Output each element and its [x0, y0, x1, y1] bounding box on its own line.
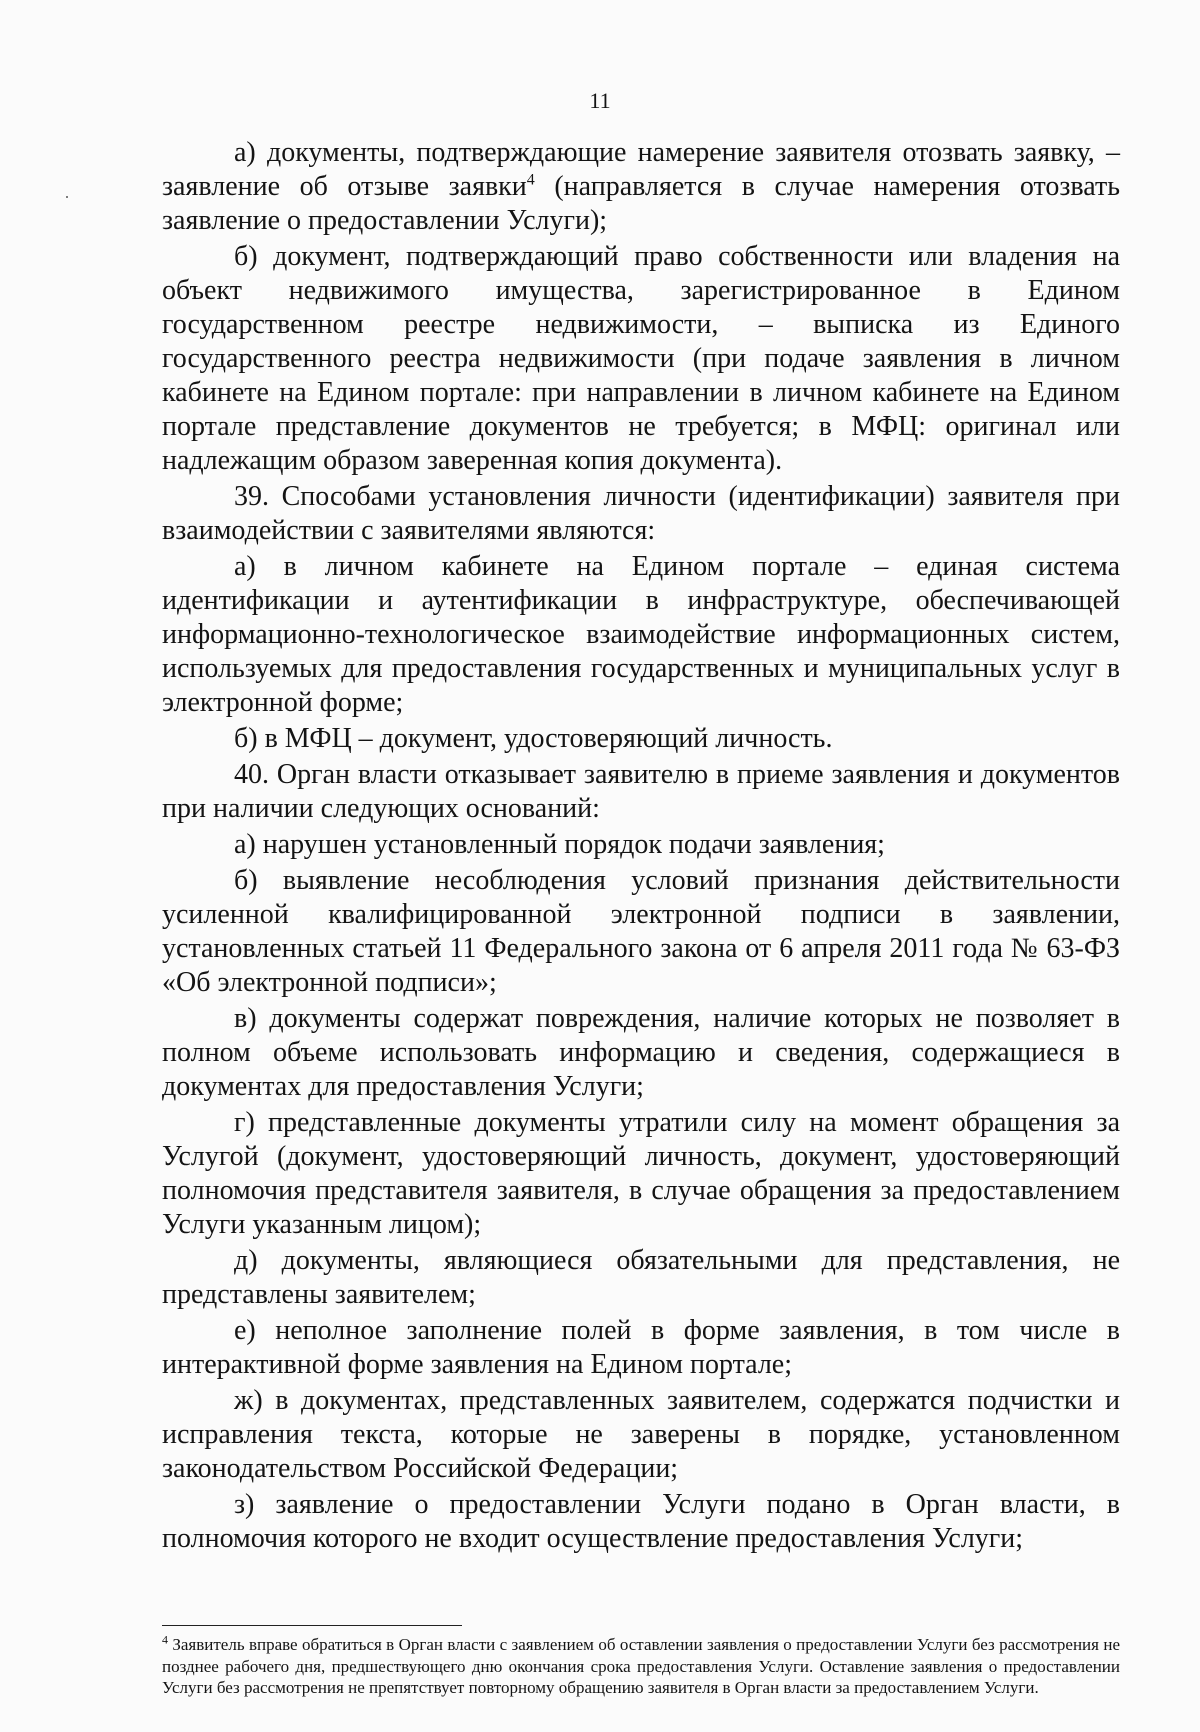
paragraph-40-d: д) документы, являющиеся обязательными для представления, не представлены заявителем;: [162, 1245, 1120, 1310]
footnote-separator: [162, 1625, 462, 1626]
paragraph-40: 40. Орган власти отказывает заявителю в приеме заявления и документов при наличии следующих оснований:: [162, 759, 1120, 824]
footnote: [162, 1634, 1120, 1699]
paragraph-40-b: б) выявление несоблюдения условий признания действительности усиленной квалифицированной электронной подписи в заявлении, установленных статьей 11 Федерального закона от 6 апреля 2011 года № 63-ФЗ «Об электронной подписи»;: [162, 865, 1120, 998]
scan-speck: [66, 196, 68, 198]
footnote-text: Заявитель вправе обратиться в Орган власти с заявлением об оставлении заявления о предоставлении Услуги без рассмотрения не позднее рабочего дня, предшествующего дню окончания срока предоставления Услуги. Оставление заявления о предоставлении Услуги без рассмотрения не препятствует повторному обращению заявителя в Орган власти за предоставлением Услуги.: [162, 1635, 1120, 1697]
paragraph-a-withdrawal: [162, 136, 1120, 238]
footnote-marker: 4: [162, 1632, 168, 1647]
paragraph-39-b: б) в МФЦ – документ, удостоверяющий личность.: [234, 723, 833, 754]
paragraph-text: а) документы, подтверждающие намерение заявителя отозвать заявку, – заявление об отзыве заявки: [162, 137, 1120, 202]
paragraph-39-a: а) в личном кабинете на Едином портале – единая система идентификации и аутентификации в инфраструктуре, обеспечивающей информационно-технологическое взаимодействие информационных систем, используемых для предоставления государственных и муниципальных услуг в электронной форме;: [162, 551, 1120, 718]
page-number: 11: [589, 88, 611, 113]
footnote-reference: 4: [526, 171, 535, 189]
paragraph-40-g: г) представленные документы утратили силу на момент обращения за Услугой (документ, удостоверяющий личность, документ, удостоверяющий полномочия представителя заявителя, в случае обращения за предоставлением Услуги указанным лицом);: [162, 1107, 1120, 1240]
paragraph-40-z: з) заявление о предоставлении Услуги подано в Орган власти, в полномочия которого не входит осуществление предоставления Услуги;: [162, 1489, 1120, 1554]
paragraph-b-ownership: б) документ, подтверждающий право собственности или владения на объект недвижимого имущества, зарегистрированное в Едином государственном реестре недвижимости, – выписка из Единого государственного реестра недвижимости (при подаче заявления в личном кабинете на Едином портале: при направлении в личном кабинете на Едином портале представление документов не требуется; в МФЦ: оригинал или надлежащим образом заверенная копия документа).: [162, 241, 1120, 476]
paragraph-39: 39. Способами установления личности (идентификации) заявителя при взаимодействии с заявителями являются:: [162, 481, 1120, 546]
paragraph-40-e: е) неполное заполнение полей в форме заявления, в том числе в интерактивной форме заявления на Едином портале;: [162, 1315, 1120, 1380]
paragraph-40-a: а) нарушен установленный порядок подачи заявления;: [234, 829, 885, 860]
paragraph-40-zh: ж) в документах, представленных заявителем, содержатся подчистки и исправления текста, которые не заверены в порядке, установленном законодательством Российской Федерации;: [162, 1385, 1120, 1484]
paragraph-text: (направляется в случае намерения отозвать заявление о предоставлении Услуги);: [162, 171, 1120, 236]
paragraph-40-v: в) документы содержат повреждения, наличие которых не позволяет в полном объеме использовать информацию и сведения, содержащиеся в документах для предоставления Услуги;: [162, 1003, 1120, 1102]
body-text: [162, 136, 1120, 1556]
